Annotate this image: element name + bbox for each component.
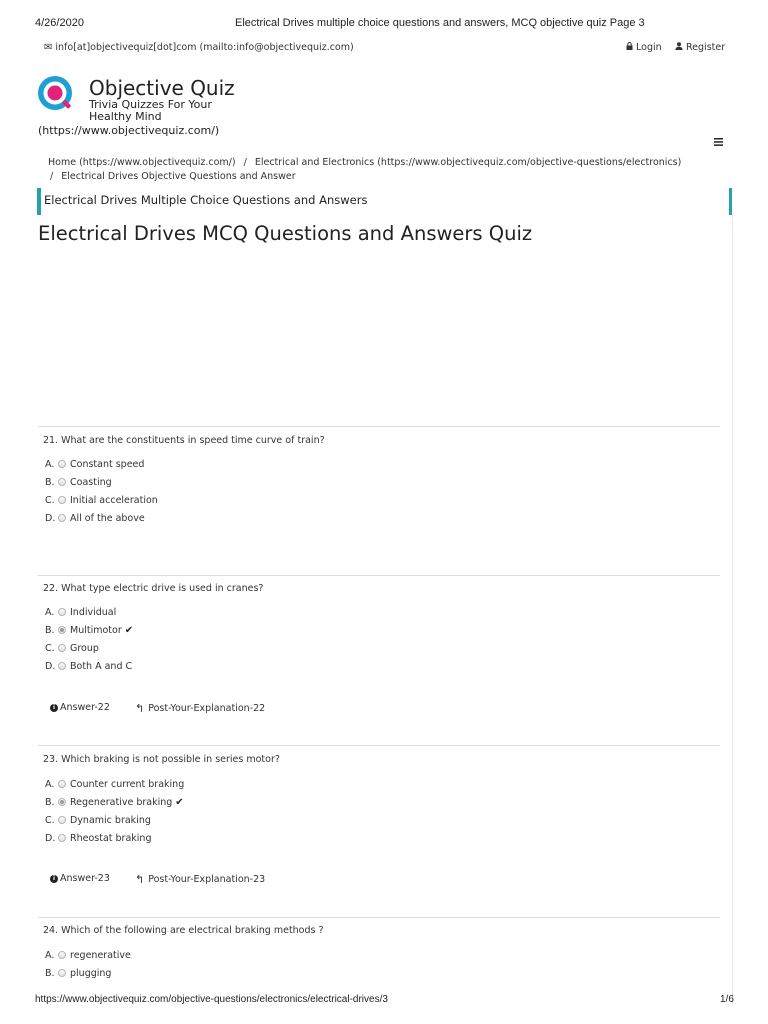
breadcrumb-current[interactable]: Electrical Drives Objective Questions and Answer: [61, 171, 296, 182]
question-divider: [38, 575, 720, 576]
option-letter: B.: [45, 624, 55, 636]
option-letter: D.: [45, 512, 56, 524]
option-text: Rheostat braking: [70, 832, 152, 844]
accent-bar-right: [729, 188, 732, 215]
option-21-d[interactable]: [45, 512, 145, 524]
option-text: Multimotor: [70, 624, 122, 636]
login-link[interactable]: [626, 42, 662, 53]
accent-bar-left: [37, 188, 41, 215]
breadcrumb-category[interactable]: Electrical and Electronics (https://www.objectivequiz.com/objective-questions/electronics): [254, 157, 682, 168]
option-text: Individual: [70, 606, 117, 618]
contact-email[interactable]: [44, 42, 354, 53]
question-divider: [38, 917, 720, 918]
option-23-a[interactable]: [45, 778, 184, 790]
radio-button[interactable]: [58, 608, 66, 616]
print-footer-url: https://www.objectivequiz.com/objective-questions/electronics/electrical-drives/3: [35, 994, 388, 1005]
register-label[interactable]: Register: [686, 42, 726, 53]
option-21-a[interactable]: [45, 458, 144, 470]
option-22-a[interactable]: [45, 606, 116, 618]
radio-button-selected[interactable]: [58, 798, 66, 806]
reply-icon: ↰: [135, 702, 145, 715]
radio-button-selected[interactable]: [58, 626, 66, 634]
reply-icon: ↰: [135, 873, 145, 886]
envelope-icon: ✉: [44, 42, 53, 53]
question-divider: [38, 745, 720, 746]
option-21-b[interactable]: [45, 476, 112, 488]
page-title: Electrical Drives MCQ Questions and Answers Quiz: [38, 222, 533, 245]
radio-button[interactable]: [58, 496, 66, 504]
print-title: Electrical Drives multiple choice questions and answers, MCQ objective quiz Page 3: [235, 17, 645, 29]
answer-label[interactable]: Answer-23: [60, 873, 110, 884]
category-title: Electrical Drives Multiple Choice Questions and Answers: [44, 193, 368, 207]
right-divider: [732, 215, 733, 1005]
question-23: 23. Which braking is not possible in series motor?: [43, 754, 280, 765]
option-24-a[interactable]: [45, 949, 131, 961]
option-text: Regenerative braking: [70, 796, 173, 808]
explanation-label[interactable]: Post-Your-Explanation-23: [148, 874, 266, 885]
explanation-label[interactable]: Post-Your-Explanation-22: [148, 703, 266, 714]
option-23-b[interactable]: [45, 796, 184, 808]
brand-url[interactable]: (https://www.objectivequiz.com/): [38, 124, 220, 137]
radio-button[interactable]: [58, 834, 66, 842]
option-22-d[interactable]: [45, 660, 132, 672]
option-text: Constant speed: [70, 458, 145, 470]
option-23-c[interactable]: [45, 814, 151, 826]
register-link[interactable]: [675, 42, 725, 53]
option-text: regenerative: [70, 949, 131, 961]
breadcrumb-separator: /: [50, 171, 54, 182]
radio-button[interactable]: [58, 644, 66, 652]
breadcrumb: [48, 156, 718, 184]
brand-name[interactable]: Objective Quiz: [89, 76, 235, 100]
question-21: 21. What are the constituents in speed time curve of train?: [43, 435, 325, 446]
print-footer-page: 1/6: [720, 994, 734, 1005]
print-date: 4/26/2020: [35, 17, 84, 29]
lock-icon: [626, 42, 633, 53]
option-letter: B.: [45, 796, 55, 808]
option-letter: C.: [45, 494, 55, 506]
question-22: 22. What type electric drive is used in cranes?: [43, 583, 264, 594]
option-23-d[interactable]: [45, 832, 151, 844]
option-24-b[interactable]: [45, 967, 111, 979]
breadcrumb-home[interactable]: Home (https://www.objectivequiz.com/): [48, 157, 236, 168]
answer-22-button[interactable]: [50, 702, 110, 713]
option-letter: A.: [45, 458, 55, 470]
option-text: Coasting: [70, 476, 112, 488]
check-icon: ✔: [175, 796, 184, 808]
option-text: Initial acceleration: [70, 494, 158, 506]
radio-button[interactable]: [58, 969, 66, 977]
option-letter: A.: [45, 606, 55, 618]
radio-button[interactable]: [58, 816, 66, 824]
breadcrumb-separator: /: [243, 157, 247, 168]
objective-quiz-logo-icon[interactable]: [37, 75, 75, 113]
radio-button[interactable]: [58, 514, 66, 522]
question-divider: [38, 426, 720, 427]
option-letter: A.: [45, 949, 55, 961]
check-icon: ✔: [124, 624, 134, 636]
radio-button[interactable]: [58, 662, 66, 670]
menu-icon[interactable]: [714, 135, 723, 149]
brand-tagline: Trivia Quizzes For Your Healthy Mind: [89, 98, 212, 123]
option-text: Both A and C: [70, 660, 133, 672]
radio-button[interactable]: [58, 478, 66, 486]
login-label[interactable]: Login: [636, 42, 662, 53]
option-letter: D.: [45, 660, 56, 672]
radio-button[interactable]: [58, 460, 66, 468]
info-icon: i: [50, 704, 58, 712]
info-icon: i: [50, 875, 58, 883]
option-21-c[interactable]: [45, 494, 158, 506]
option-letter: D.: [45, 832, 56, 844]
option-text: Group: [70, 642, 99, 654]
option-letter: B.: [45, 476, 55, 488]
email-link[interactable]: info[at]objectivequiz[dot]com (mailto:info@objectivequiz.com): [55, 42, 354, 53]
option-letter: C.: [45, 642, 55, 654]
option-text: plugging: [70, 967, 112, 979]
option-text: Counter current braking: [70, 778, 185, 790]
option-text: All of the above: [70, 512, 145, 524]
option-letter: C.: [45, 814, 55, 826]
radio-button[interactable]: [58, 951, 66, 959]
answer-23-button[interactable]: [50, 873, 110, 884]
option-text: Dynamic braking: [70, 814, 151, 826]
question-24: 24. Which of the following are electrical braking methods ?: [43, 925, 324, 936]
explanation-22-link[interactable]: [135, 702, 265, 715]
user-icon: [675, 42, 683, 53]
option-22-b[interactable]: [45, 624, 133, 636]
answer-label[interactable]: Answer-22: [60, 702, 110, 713]
radio-button[interactable]: [58, 780, 66, 788]
option-letter: B.: [45, 967, 55, 979]
option-22-c[interactable]: [45, 642, 99, 654]
option-letter: A.: [45, 778, 55, 790]
explanation-23-link[interactable]: [135, 873, 265, 886]
